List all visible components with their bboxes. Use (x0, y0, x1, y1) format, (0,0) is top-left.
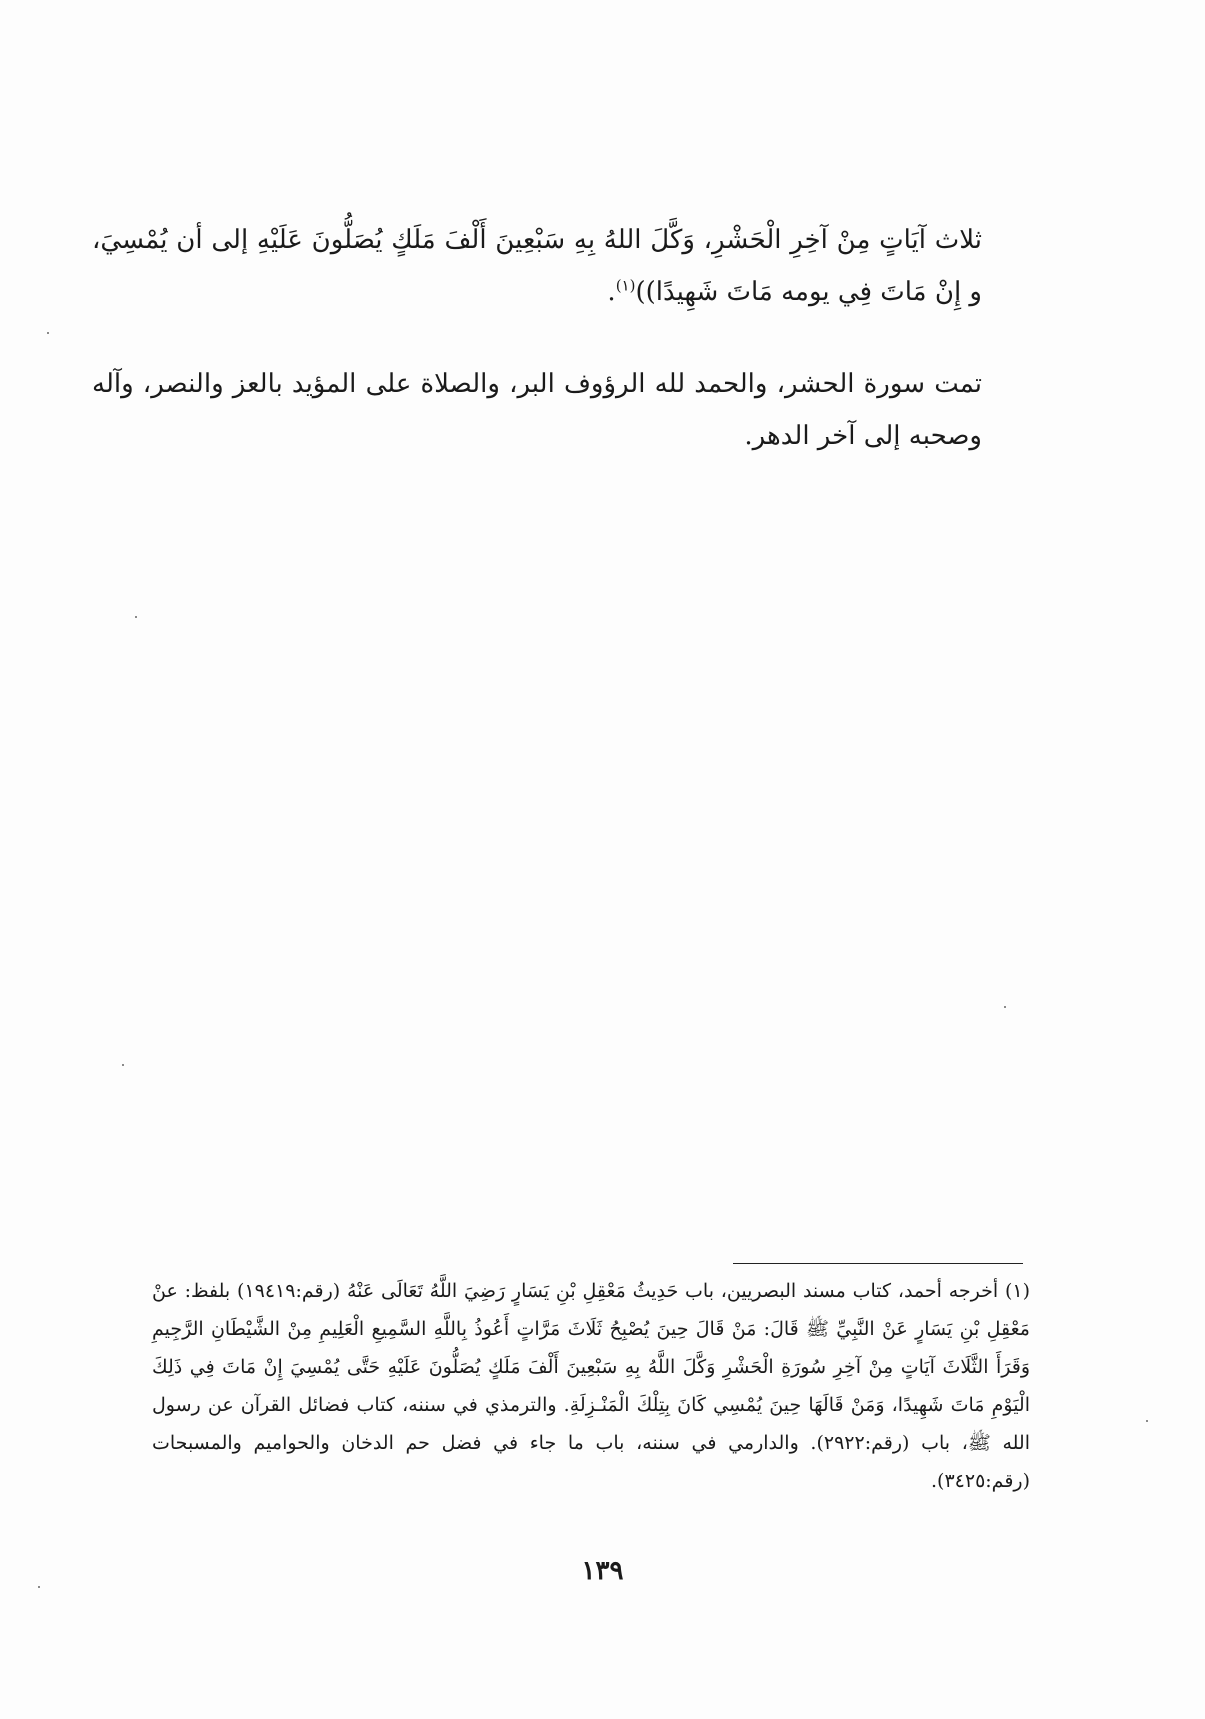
body-paragraph-2 (92, 358, 982, 462)
paragraph-2-text: تمت سورة الحشر، والحمد لله الرؤوف البر، والصلاة على المؤيد بالعز والنصر، وآله وصحبه إلى آخر الدهر. (92, 369, 982, 451)
paragraph-1-end: . (607, 277, 616, 307)
body-paragraph-1 (92, 214, 982, 318)
scan-speck (1004, 1006, 1006, 1008)
footnote-divider (733, 1263, 1023, 1264)
scan-speck (47, 332, 49, 334)
paragraph-1-text: ثلاث آيَاتٍ مِنْ آخِرِ الْحَشْرِ، وَكَّلَ اللهُ بِهِ سَبْعِينَ أَلْفَ مَلَكٍ يُصَلُّونَ عَلَيْهِ إلى أن يُمْسِيَ، و إِنْ مَاتَ فِي يومه مَاتَ شَهِيدًا)) (92, 225, 982, 307)
scan-speck (122, 1064, 124, 1066)
paragraph-1-line (92, 214, 982, 318)
footnote-text: (١) أخرجه أحمد، كتاب مسند البصريين، باب حَدِيثُ مَعْقِلِ بْنِ يَسَارٍ رَضِيَ اللَّهُ تَعَالَى عَنْهُ (رقم:١٩٤١٩) بلفظ: عنْ مَعْقِلِ بْنِ يَسَارٍ عَنْ النَّبِيِّ ﷺ قَالَ: مَنْ قَالَ حِينَ يُصْبِحُ ثَلَاثَ مَرَّاتٍ أَعُوذُ بِاللَّهِ السَّمِيعِ الْعَلِيمِ مِنْ الشَّيْطَانِ الرَّجِيمِ وَقَرَأَ الثَّلَاثَ آيَاتٍ مِنْ آخِرِ سُورَةِ الْحَشْرِ وَكَّلَ اللَّهُ بِهِ سَبْعِينَ أَلْفَ مَلَكٍ يُصَلُّونَ عَلَيْهِ حَتَّى يُمْسِيَ إِنْ مَاتَ فِي ذَلِكَ الْيَوْمِ مَاتَ شَهِيدًا، وَمَنْ قَالَهَا حِينَ يُمْسِي كَانَ بِتِلْكَ الْمَنْـزِلَةِ. والترمذي في سننه، كتاب فضائل القرآن عن رسول الله ﷺ، باب (رقم:٢٩٢٢). والدارمي في سننه، باب ما جاء في فضل حم الدخان والحواميم والمسبحات (رقم:٣٤٢٥). (152, 1280, 1030, 1492)
page-number: ١٣٩ (581, 1556, 624, 1586)
scan-speck (135, 616, 137, 618)
scan-speck (38, 1586, 40, 1588)
footnote-reference-marker: (١) (615, 276, 636, 295)
scan-speck (1146, 1420, 1148, 1422)
footnote (152, 1272, 1030, 1500)
